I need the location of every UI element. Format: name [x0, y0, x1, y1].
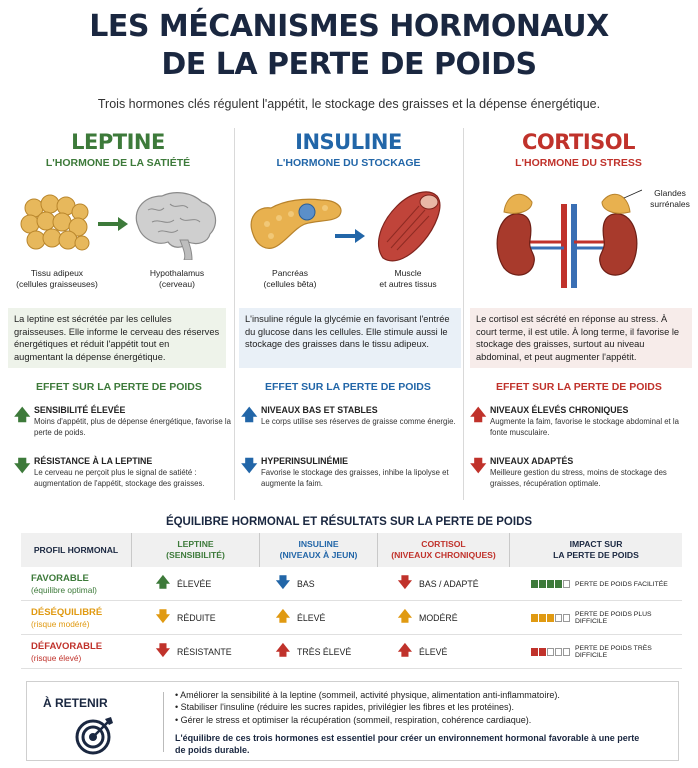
hormone-subtitle: L'HORMONE DE LA SATIÉTÉ [45, 157, 191, 169]
row-profile-label: DÉSÉQUILIBRÉ (risque modéré) [31, 607, 103, 629]
impact-meter-segment [555, 648, 562, 656]
arrow-down-icon: 🡇 [155, 642, 171, 658]
effect-text: Le corps utilise ses réserves de graisse comme énergie. [261, 417, 456, 426]
cell-value: ÉLEVÉ [419, 647, 448, 657]
insuline-column [234, 128, 462, 500]
impact-meter [531, 648, 570, 656]
organ-label: Hypothalamus (cerveau) [149, 268, 205, 289]
effect-text: Le cerveau ne perçoit plus le signal de satiété : augmentation de l'appétit, stockage des graisses. [34, 468, 205, 488]
arrow-up-icon: 🡅 [470, 407, 487, 424]
list-item: • Stabiliser l'insuline (réduire les sucres rapides, privilégier les fibres et les protéines). [175, 702, 515, 713]
target-icon [75, 715, 115, 755]
arrow-down-icon: 🡇 [397, 574, 413, 590]
takeaways-list [175, 689, 675, 726]
impact-meter-segment [531, 580, 538, 588]
hormone-subtitle: L'HORMONE DU STOCKAGE [276, 157, 421, 169]
list-item: • Améliorer la sensibilité à la leptine (sommeil, activité physique, alimentation anti-inflammatoire). [175, 690, 560, 700]
kidneys-icon [492, 184, 642, 288]
table-row [21, 601, 682, 635]
organ-label: Glandes surrénales [650, 188, 690, 209]
arrow-down-icon: 🡇 [241, 458, 258, 475]
arrow-up-icon: 🡅 [397, 642, 413, 658]
leptine-column [8, 128, 231, 500]
cell-value: ÉLEVÉE [177, 579, 212, 589]
hormone-description: La leptine est sécrétée par les cellules graisseuses. Elle informe le cerveau des réserves énergétiques et réduit l'appétit tout en augmentant la dépense énergétique. [8, 308, 226, 368]
effect-title: NIVEAUX ÉLEVÉS CHRONIQUES [490, 405, 629, 415]
effect-text: Augmente la faim, favorise le stockage abdominal et la fonte musculaire. [490, 417, 679, 437]
table-header [21, 533, 682, 567]
impact-cell [531, 567, 668, 601]
effect-title: SENSIBILITÉ ÉLEVÉE [34, 405, 126, 415]
cell-value: MODÉRÉ [419, 613, 458, 623]
leptine-cell [151, 635, 232, 669]
cell-value: BAS / ADAPTÉ [419, 579, 479, 589]
insuline-cell [271, 567, 315, 601]
impact-meter [531, 614, 570, 622]
arrow-right-icon [335, 228, 365, 244]
arrow-down-icon: 🡇 [155, 608, 171, 624]
hormone-name: CORTISOL [522, 130, 635, 154]
pancreas-icon [247, 190, 345, 260]
arrow-up-icon: 🡅 [275, 642, 291, 658]
impact-meter-segment [555, 614, 562, 622]
hormone-description: L'insuline régule la glycémie en favorisant l'entrée du glucose dans les cellules. Elle stimule aussi le stockage des graisses dans le tissu adipeux. [239, 308, 461, 368]
impact-meter-segment [547, 648, 554, 656]
effect-text: Favorise le stockage des graisses, inhibe la lipolyse et augmente la faim. [261, 468, 449, 488]
header-insuline: INSULINE (NIVEAUX À JEUN) [279, 539, 358, 560]
arrow-up-icon: 🡅 [155, 574, 171, 590]
effect-text: Meilleure gestion du stress, moins de stockage des graisses, récupération optimale. [490, 468, 667, 488]
impact-text: PERTE DE POIDS PLUS DIFFICILE [575, 611, 652, 625]
brain-icon [128, 190, 220, 260]
impact-meter-segment [563, 648, 570, 656]
cortisol-cell [393, 635, 447, 669]
effect-text: Moins d'appétit, plus de dépense énergétique, favorise la perte de poids. [34, 417, 231, 437]
header-profile: PROFIL HORMONAL [33, 544, 119, 555]
effect-title: NIVEAUX BAS ET STABLES [261, 405, 378, 415]
arrow-up-icon: 🡅 [275, 608, 291, 624]
row-profile-label: DÉFAVORABLE (risque élevé) [31, 641, 103, 663]
divider [163, 692, 164, 752]
impact-cell [531, 601, 682, 635]
insuline-cell [271, 635, 351, 669]
impact-meter-segment [563, 614, 570, 622]
list-item: • Gérer le stress et optimiser la récupération (sommeil, respiration, cohérence cardiaque). [175, 714, 532, 725]
header-cortisol: CORTISOL (NIVEAUX CHRONIQUES) [391, 539, 496, 560]
impact-meter-segment [547, 580, 554, 588]
cortisol-cell [393, 601, 458, 635]
impact-meter-segment [531, 614, 538, 622]
table-row [21, 635, 682, 669]
impact-meter-segment [539, 580, 546, 588]
arrow-down-icon: 🡇 [14, 458, 31, 475]
page-title [0, 8, 698, 84]
arrow-down-icon: 🡇 [470, 458, 487, 475]
row-profile-label: FAVORABLE (équilibre optimal) [31, 573, 97, 595]
effect-title: RÉSISTANCE À LA LEPTINE [34, 456, 153, 466]
impact-meter-segment [563, 580, 570, 588]
effect-heading: EFFET SUR LA PERTE DE POIDS [265, 381, 431, 393]
effect-title: HYPERINSULINÉMIE [261, 456, 349, 466]
adipose-tissue-icon [20, 194, 92, 256]
arrow-down-icon: 🡇 [275, 574, 291, 590]
organ-label: Muscle et autres tissus [379, 268, 437, 289]
table-title: ÉQUILIBRE HORMONAL ET RÉSULTATS SUR LA PERTE DE POIDS [165, 516, 533, 528]
impact-meter-segment [531, 648, 538, 656]
cortisol-cell [393, 567, 479, 601]
takeaways-conclusion: L'équilibre de ces trois hormones est essentiel pour créer un environnement hormonal favorable à une perte de poids durable. [175, 733, 640, 755]
hormone-name: LEPTINE [71, 130, 165, 154]
cell-value: TRÈS ÉLEVÉ [297, 647, 352, 657]
effect-heading: EFFET SUR LA PERTE DE POIDS [36, 381, 202, 393]
organ-label: Tissu adipeux (cellules graisseuses) [16, 268, 98, 289]
header-impact: IMPACT SUR LA PERTE DE POIDS [553, 539, 639, 560]
hormone-description: Le cortisol est sécrété en réponse au stress. À court terme, il est utile. À long terme, il favorise le stockage des graisses, surtout au niveau abdominal, et peut augmenter l'appétit. [470, 308, 692, 368]
hormone-name: INSULINE [295, 130, 402, 154]
leptine-cell [151, 601, 216, 635]
key-takeaways-box [26, 681, 679, 761]
takeaways-title: À RETENIR [43, 696, 108, 710]
impact-cell [531, 635, 682, 669]
cortisol-column [463, 128, 693, 500]
effect-title: NIVEAUX ADAPTÉS [490, 456, 574, 466]
impact-text: PERTE DE POIDS TRÈS DIFFICILE [575, 645, 652, 659]
impact-meter-segment [547, 614, 554, 622]
insuline-cell [271, 601, 325, 635]
header-leptine: LEPTINE (SENSIBILITÉ) [166, 539, 225, 560]
leptine-cell [151, 567, 211, 601]
impact-text: PERTE DE POIDS FACILITÉE [575, 580, 668, 588]
impact-meter-segment [539, 614, 546, 622]
cell-value: RÉDUITE [177, 613, 216, 623]
hormone-balance-table [21, 533, 682, 669]
hormone-subtitle: L'HORMONE DU STRESS [515, 157, 642, 169]
cell-value: BAS [297, 579, 315, 589]
organ-label: Pancréas (cellules bêta) [263, 268, 317, 289]
arrow-right-icon [98, 216, 128, 232]
effect-heading: EFFET SUR LA PERTE DE POIDS [496, 381, 662, 393]
arrow-up-icon: 🡅 [241, 407, 258, 424]
page-subtitle: Trois hormones clés régulent l'appétit, le stockage des graisses et la dépense énergétique. [97, 97, 601, 111]
title-line-1: LES MÉCANISMES HORMONAUX [89, 9, 609, 44]
cell-value: RÉSISTANTE [177, 647, 232, 657]
table-row [21, 567, 682, 601]
arrow-up-icon: 🡅 [14, 407, 31, 424]
title-line-2: DE LA PERTE DE POIDS [161, 47, 537, 82]
impact-meter-segment [539, 648, 546, 656]
muscle-icon [373, 188, 443, 264]
impact-meter [531, 580, 570, 588]
cell-value: ÉLEVÉ [297, 613, 326, 623]
impact-meter-segment [555, 580, 562, 588]
arrow-up-icon: 🡅 [397, 608, 413, 624]
